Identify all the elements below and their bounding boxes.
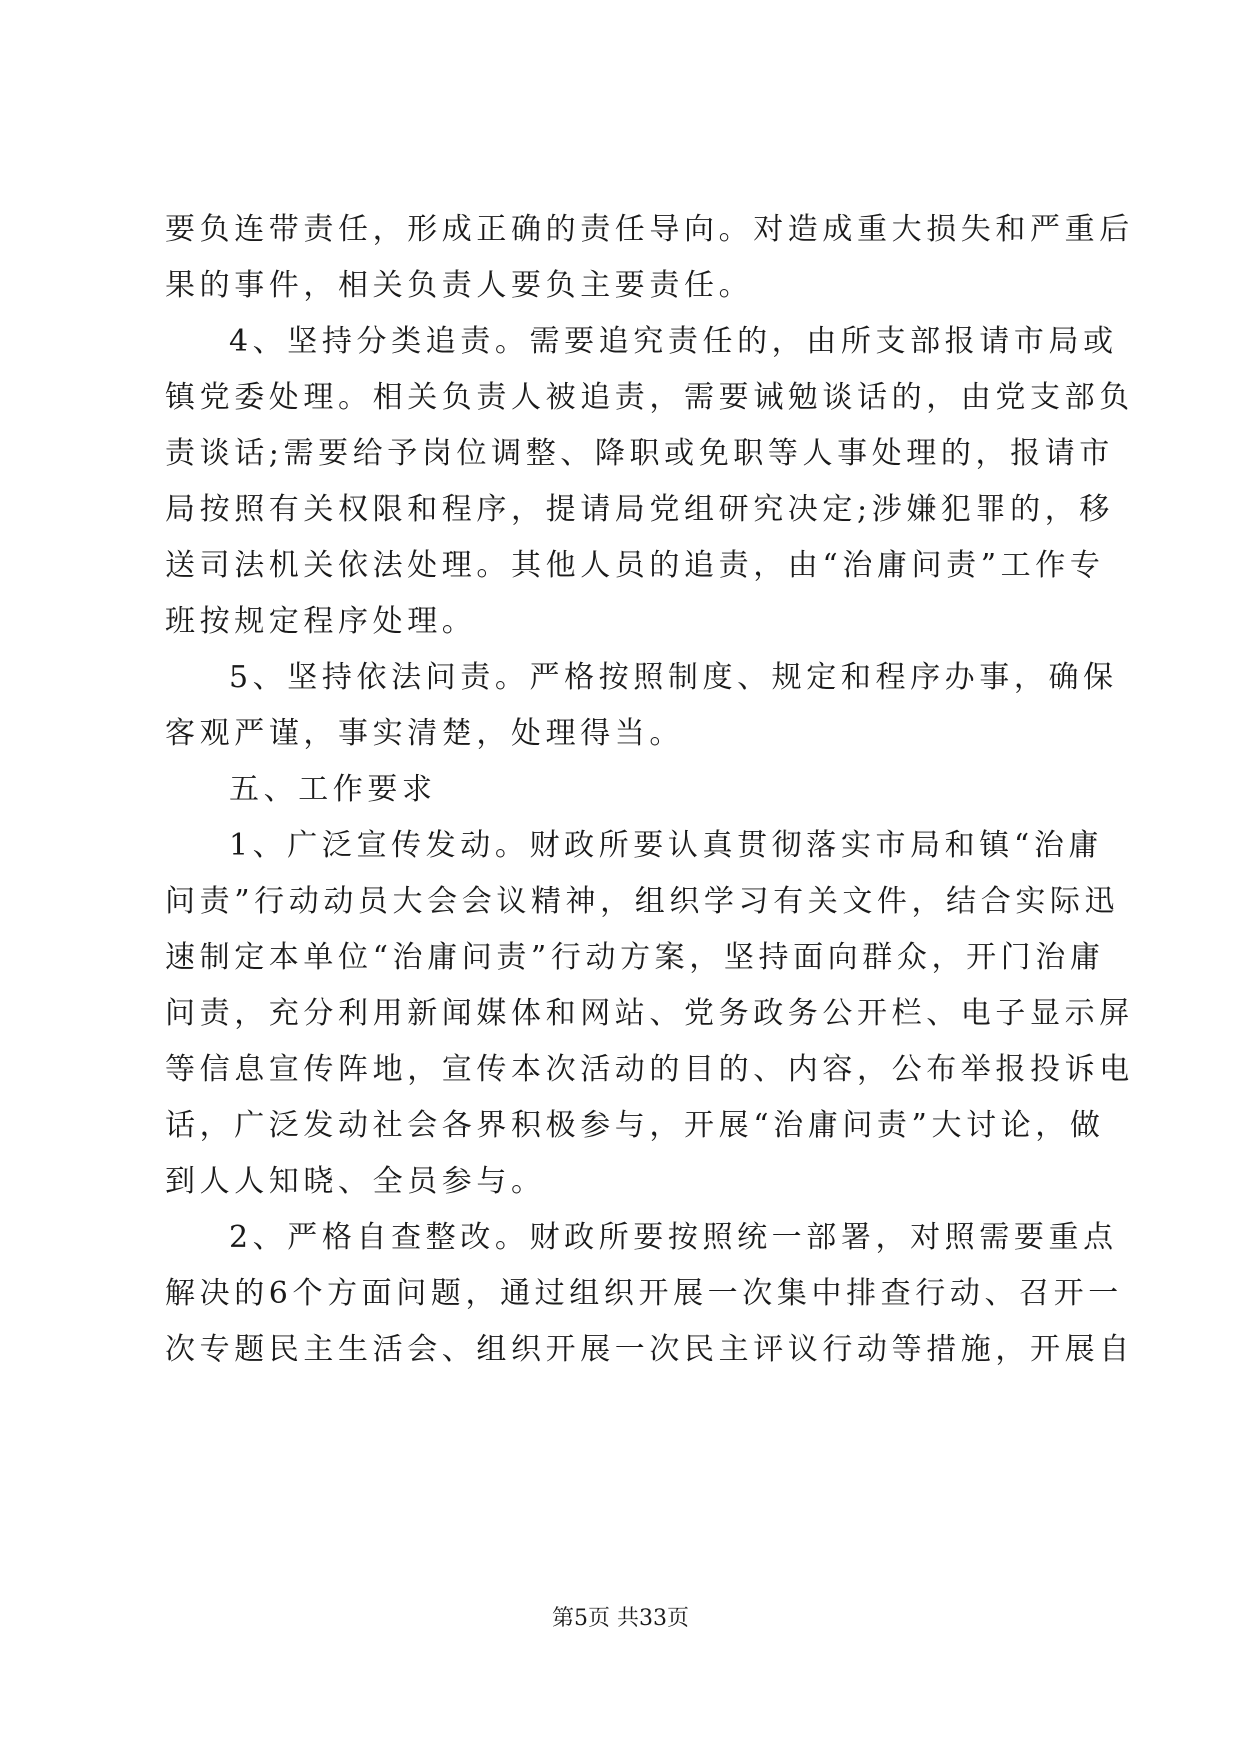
text-line: 问责，充分利用新闻媒体和网站、党务政务公开栏、电子显示屏 bbox=[165, 996, 1134, 1031]
page-number-footer: 第5页 共33页 bbox=[552, 1606, 689, 1631]
text-line: 问责”行动动员大会会议精神，组织学习有关文件，结合实际迅 bbox=[165, 884, 1120, 919]
text-line: 客观严谨，事实清楚，处理得当。 bbox=[165, 716, 684, 751]
text-line: 责谈话;需要给予岗位调整、降职或免职等人事处理的，报请市 bbox=[165, 436, 1114, 471]
text-line: 果的事件，相关负责人要负主要责任。 bbox=[165, 268, 754, 303]
section-heading: 五、工作要求 bbox=[229, 772, 437, 807]
text-line: 话，广泛发动社会各界积极参与，开展“治庸问责”大讨论，做 bbox=[165, 1108, 1105, 1143]
text-line: 解决的6个方面问题，通过组织开展一次集中排查行动、召开一 bbox=[165, 1276, 1123, 1311]
text-line: 4、坚持分类追责。需要追究责任的，由所支部报请市局或 bbox=[229, 324, 1118, 359]
text-line: 送司法机关依法处理。其他人员的追责，由“治庸问责”工作专 bbox=[165, 548, 1105, 583]
text-line: 速制定本单位“治庸问责”行动方案，坚持面向群众，开门治庸 bbox=[165, 940, 1105, 975]
text-line: 到人人知晓、全员参与。 bbox=[165, 1164, 546, 1199]
text-line: 次专题民主生活会、组织开展一次民主评议行动等措施，开展自 bbox=[165, 1332, 1134, 1367]
text-line: 1、广泛宣传发动。财政所要认真贯彻落实市局和镇“治庸 bbox=[229, 828, 1104, 863]
text-line: 5、坚持依法问责。严格按照制度、规定和程序办事，确保 bbox=[229, 660, 1118, 695]
text-line: 要负连带责任，形成正确的责任导向。对造成重大损失和严重后 bbox=[165, 212, 1134, 247]
text-line: 局按照有关权限和程序，提请局党组研究决定;涉嫌犯罪的，移 bbox=[165, 492, 1114, 527]
text-line: 2、严格自查整改。财政所要按照统一部署，对照需要重点 bbox=[229, 1220, 1118, 1255]
text-line: 班按规定程序处理。 bbox=[165, 604, 477, 639]
text-line: 等信息宣传阵地，宣传本次活动的目的、内容，公布举报投诉电 bbox=[165, 1052, 1134, 1087]
text-line: 镇党委处理。相关负责人被追责，需要诫勉谈话的，由党支部负 bbox=[165, 380, 1134, 415]
